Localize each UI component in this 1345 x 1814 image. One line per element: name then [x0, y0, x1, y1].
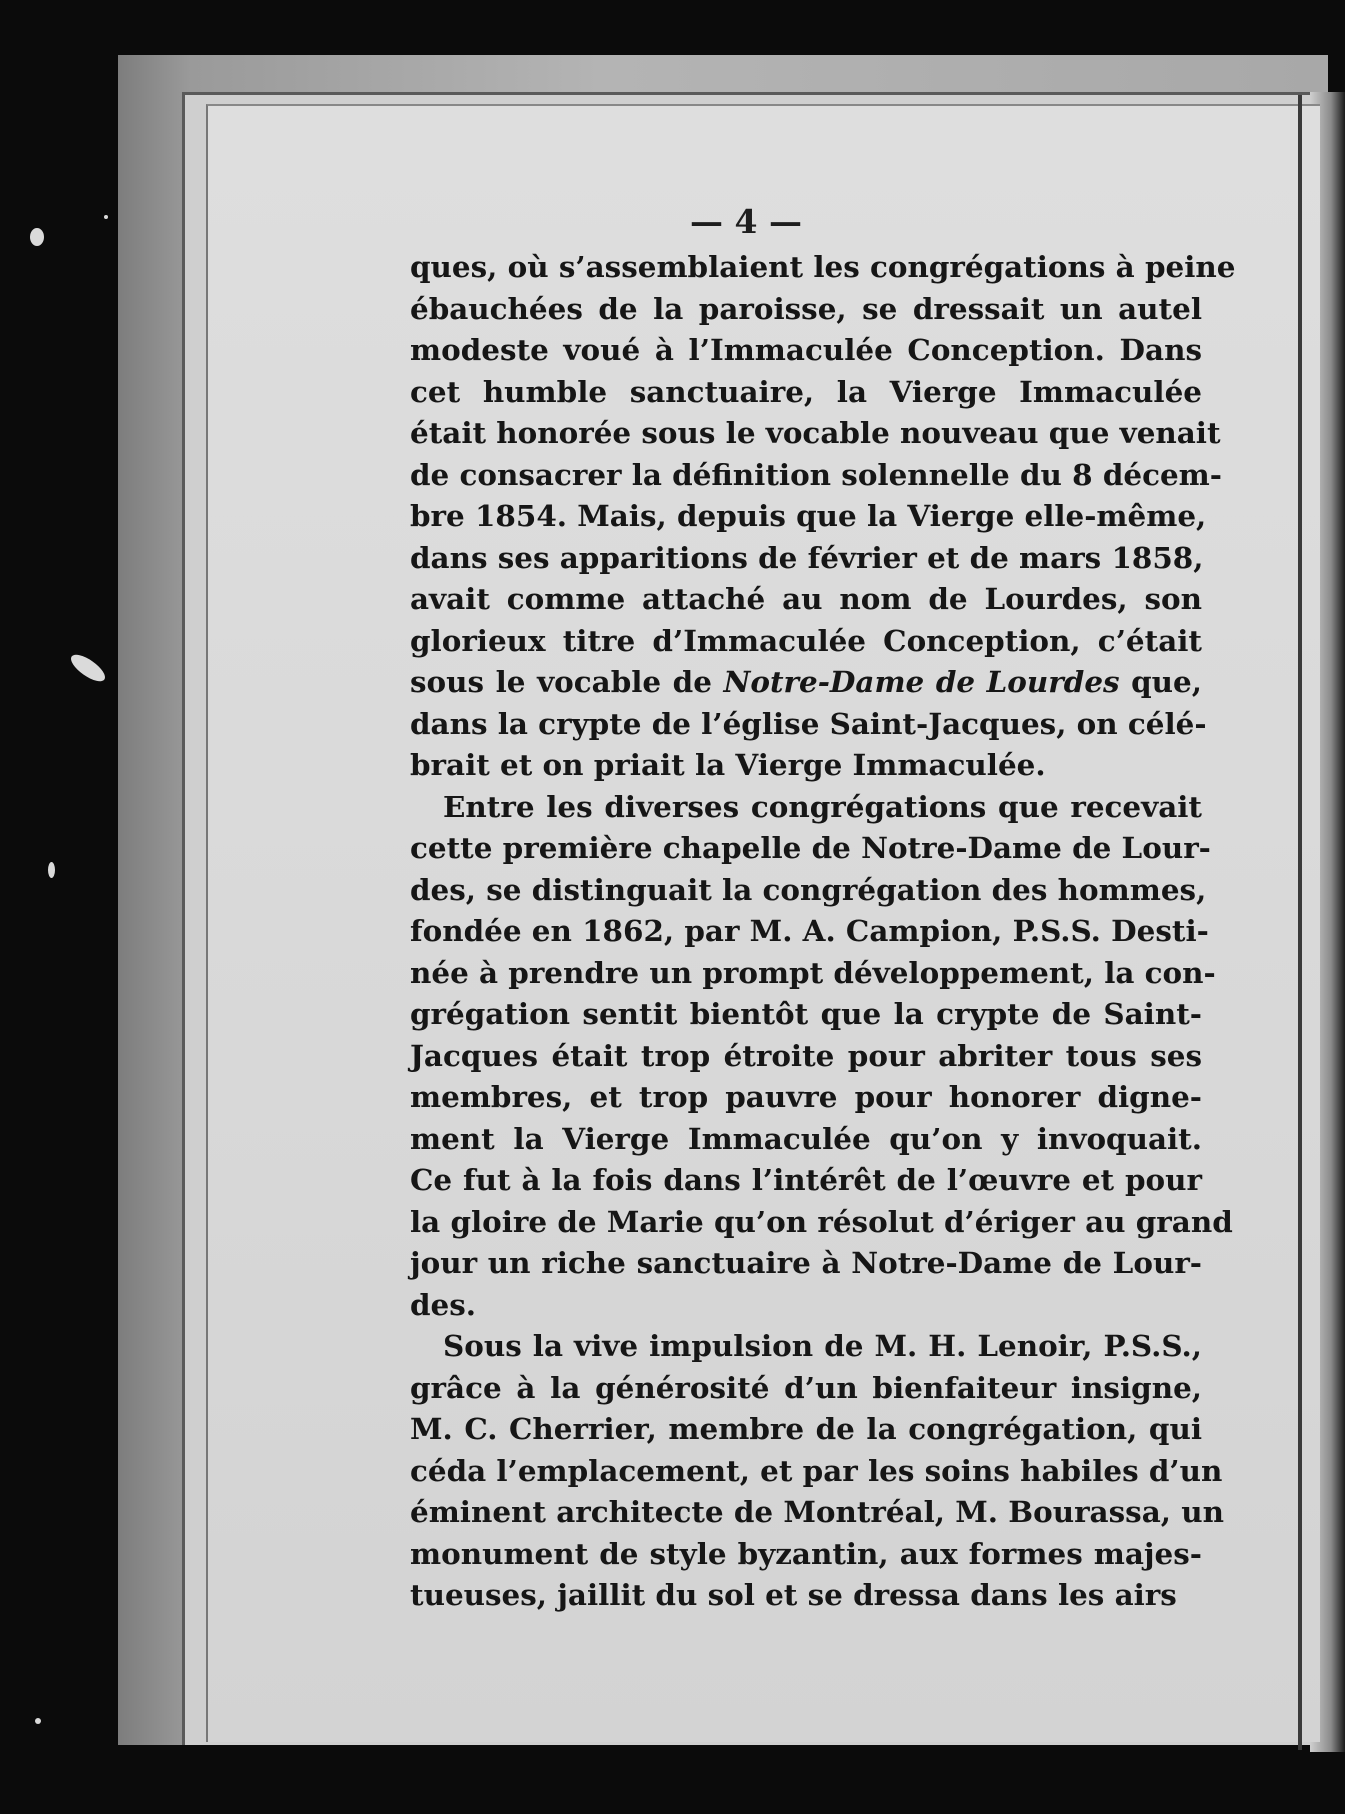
- text-line: bre 1854. Mais, depuis que la Vierge elle-même,: [410, 498, 1207, 533]
- text-line: brait et on priait la Vierge Immaculée.: [410, 747, 1046, 782]
- text-line: cette première chapelle de Notre-Dame de Lour-: [410, 830, 1211, 865]
- text-line: monument de style byzantin, aux formes majes-: [410, 1535, 1202, 1571]
- text-line: née à prendre un prompt développement, la con-: [410, 954, 1216, 990]
- text-line: M. C. Cherrier, membre de la congrégation, qui: [410, 1411, 1202, 1446]
- paragraph: [410, 1325, 1224, 1616]
- text-line: Sous la vive impulsion de M. H. Lenoir, P.S.S.,: [443, 1328, 1202, 1363]
- text-line: modeste voué à l’Immaculée Conception. Dans: [410, 332, 1202, 367]
- text-line: ques, où s’assemblaient les congrégations à peine: [410, 249, 1236, 284]
- text-line: dans ses apparitions de février et de mars 1858,: [410, 539, 1204, 575]
- body-text: [410, 246, 1236, 1616]
- text-segment: sous le vocable de: [410, 664, 724, 699]
- text-line: grégation sentit bientôt que la crypte de Saint-: [410, 996, 1202, 1031]
- text-line: ment la Vierge Immaculée qu’on y invoquait.: [410, 1120, 1202, 1156]
- paragraph: [410, 246, 1236, 786]
- text-line: Jacques était trop étroite pour abriter tous ses: [410, 1037, 1202, 1073]
- text-line: glorieux titre d’Immaculée Conception, c’était: [410, 622, 1202, 658]
- text-line: membres, et trop pauvre pour honorer digne-: [410, 1079, 1202, 1114]
- text-line: des.: [410, 1286, 477, 1322]
- text-line: dans la crypte de l’église Saint-Jacques, on célé-: [410, 705, 1207, 741]
- scan-speck: [30, 228, 44, 246]
- scan-speck: [104, 215, 108, 219]
- text-line: tueuses, jaillit du sol et se dressa dans les airs: [410, 1577, 1177, 1612]
- text-line: jour un riche sanctuaire à Notre-Dame de Lour-: [410, 1245, 1202, 1280]
- text-line: des, se distinguait la congrégation des hommes,: [410, 871, 1207, 907]
- text-line: Ce fut à la fois dans l’intérêt de l’œuvre et pour: [410, 1162, 1202, 1197]
- text-line: fondée en 1862, par M. A. Campion, P.S.S. Desti-: [410, 913, 1209, 948]
- text-line: [410, 661, 1202, 703]
- text-line: la gloire de Marie qu’on résolut d’ériger au grand: [410, 1203, 1233, 1239]
- text-segment: que,: [1119, 664, 1202, 699]
- text-line: de consacrer la définition solennelle du 8 décem-: [410, 456, 1222, 492]
- scan-speck: [67, 650, 109, 686]
- text-line: céda l’emplacement, et par les soins habiles d’un: [410, 1452, 1223, 1488]
- text-line: cet humble sanctuaire, la Vierge Immaculée: [410, 373, 1202, 409]
- text-line: ébauchées de la paroisse, se dressait un autel: [410, 290, 1202, 326]
- text-line: était honorée sous le vocable nouveau que venait: [410, 415, 1221, 450]
- page-number: — 4 —: [690, 202, 802, 241]
- text-line: éminent architecte de Montréal, M. Bourassa, un: [410, 1494, 1224, 1529]
- scan-speck: [35, 1718, 41, 1724]
- text-line: grâce à la générosité d’un bienfaiteur insigne,: [410, 1369, 1202, 1405]
- italic-title: Notre-Dame de Lourdes: [723, 664, 1120, 699]
- page-border-line: [1298, 95, 1302, 1750]
- text-line: avait comme attaché au nom de Lourdes, son: [410, 581, 1202, 616]
- scan-speck: [48, 862, 55, 878]
- paragraph: [410, 786, 1233, 1326]
- text-line: Entre les diverses congrégations que recevait: [443, 788, 1202, 824]
